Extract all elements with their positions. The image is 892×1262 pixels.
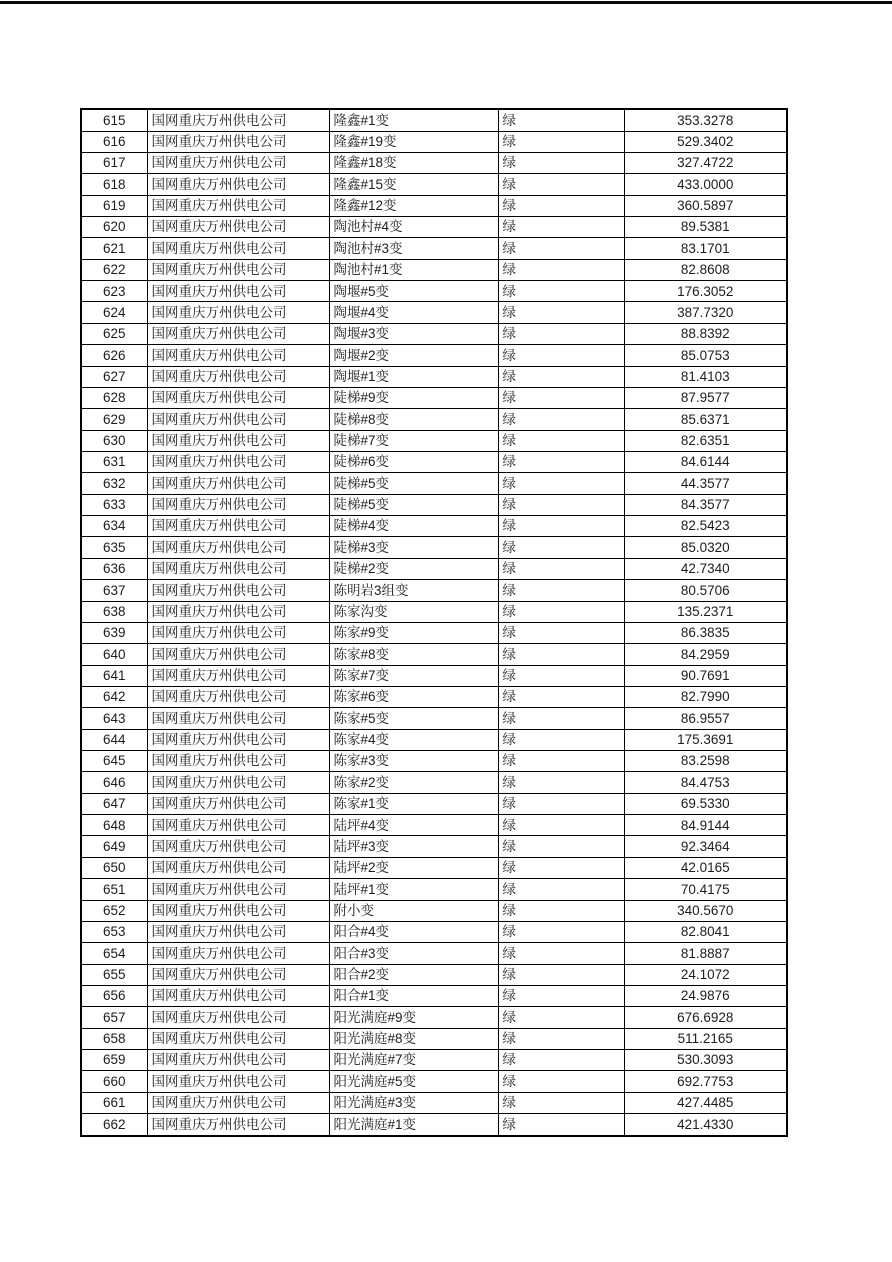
station-name-cell: 陶池村#3变	[329, 238, 498, 259]
row-number-cell: 626	[81, 345, 147, 366]
row-number-cell: 651	[81, 879, 147, 900]
status-cell: 绿	[498, 879, 624, 900]
company-cell: 国网重庆万州供电公司	[147, 345, 329, 366]
status-cell: 绿	[498, 964, 624, 985]
row-number-cell: 642	[81, 686, 147, 707]
status-cell: 绿	[498, 558, 624, 579]
table-row	[81, 430, 787, 451]
company-cell: 国网重庆万州供电公司	[147, 1028, 329, 1049]
status-cell: 绿	[498, 259, 624, 280]
status-cell: 绿	[498, 345, 624, 366]
row-number-cell: 637	[81, 580, 147, 601]
row-number-cell: 630	[81, 430, 147, 451]
row-number-cell: 644	[81, 729, 147, 750]
status-cell: 绿	[498, 751, 624, 772]
company-cell: 国网重庆万州供电公司	[147, 857, 329, 878]
station-name-cell: 陈明岩3组变	[329, 580, 498, 601]
station-name-cell: 陈家#3变	[329, 751, 498, 772]
company-cell: 国网重庆万州供电公司	[147, 409, 329, 430]
company-cell: 国网重庆万州供电公司	[147, 217, 329, 238]
row-number-cell: 635	[81, 537, 147, 558]
company-cell: 国网重庆万州供电公司	[147, 665, 329, 686]
status-cell: 绿	[498, 473, 624, 494]
table-row	[81, 1114, 787, 1136]
company-cell: 国网重庆万州供电公司	[147, 622, 329, 643]
table-row	[81, 751, 787, 772]
station-name-cell: 阳光满庭#8变	[329, 1028, 498, 1049]
row-number-cell: 655	[81, 964, 147, 985]
value-cell: 85.0320	[624, 537, 787, 558]
company-cell: 国网重庆万州供电公司	[147, 601, 329, 622]
row-number-cell: 627	[81, 366, 147, 387]
table-body	[81, 109, 787, 1136]
table-row	[81, 451, 787, 472]
company-cell: 国网重庆万州供电公司	[147, 729, 329, 750]
status-cell: 绿	[498, 323, 624, 344]
status-cell: 绿	[498, 1071, 624, 1092]
value-cell: 82.5423	[624, 516, 787, 537]
row-number-cell: 621	[81, 238, 147, 259]
row-number-cell: 619	[81, 195, 147, 216]
status-cell: 绿	[498, 217, 624, 238]
row-number-cell: 652	[81, 900, 147, 921]
status-cell: 绿	[498, 985, 624, 1006]
company-cell: 国网重庆万州供电公司	[147, 921, 329, 942]
status-cell: 绿	[498, 537, 624, 558]
table-row	[81, 964, 787, 985]
status-cell: 绿	[498, 131, 624, 152]
value-cell: 387.7320	[624, 302, 787, 323]
table-row	[81, 1007, 787, 1028]
table-row	[81, 558, 787, 579]
company-cell: 国网重庆万州供电公司	[147, 195, 329, 216]
station-name-cell: 隆鑫#12变	[329, 195, 498, 216]
row-number-cell: 628	[81, 387, 147, 408]
station-name-cell: 陶堰#4变	[329, 302, 498, 323]
status-cell: 绿	[498, 174, 624, 195]
table-row	[81, 387, 787, 408]
row-number-cell: 654	[81, 943, 147, 964]
table-row	[81, 516, 787, 537]
station-name-cell: 陶池村#4变	[329, 217, 498, 238]
company-cell: 国网重庆万州供电公司	[147, 387, 329, 408]
company-cell: 国网重庆万州供电公司	[147, 516, 329, 537]
row-number-cell: 648	[81, 815, 147, 836]
row-number-cell: 645	[81, 751, 147, 772]
table-row	[81, 494, 787, 515]
company-cell: 国网重庆万州供电公司	[147, 836, 329, 857]
row-number-cell: 615	[81, 109, 147, 131]
table-row	[81, 281, 787, 302]
company-cell: 国网重庆万州供电公司	[147, 494, 329, 515]
value-cell: 176.3052	[624, 281, 787, 302]
company-cell: 国网重庆万州供电公司	[147, 985, 329, 1006]
station-name-cell: 陈家#6变	[329, 686, 498, 707]
value-cell: 82.6351	[624, 430, 787, 451]
row-number-cell: 636	[81, 558, 147, 579]
status-cell: 绿	[498, 644, 624, 665]
company-cell: 国网重庆万州供电公司	[147, 964, 329, 985]
station-name-cell: 隆鑫#18变	[329, 152, 498, 173]
row-number-cell: 660	[81, 1071, 147, 1092]
value-cell: 676.6928	[624, 1007, 787, 1028]
status-cell: 绿	[498, 943, 624, 964]
table-row	[81, 302, 787, 323]
station-name-cell: 陡梯#6变	[329, 451, 498, 472]
company-cell: 国网重庆万州供电公司	[147, 708, 329, 729]
table-row	[81, 601, 787, 622]
table-row	[81, 622, 787, 643]
table-row	[81, 174, 787, 195]
row-number-cell: 649	[81, 836, 147, 857]
value-cell: 135.2371	[624, 601, 787, 622]
status-cell: 绿	[498, 729, 624, 750]
station-name-cell: 陶堰#5变	[329, 281, 498, 302]
station-name-cell: 阳合#1变	[329, 985, 498, 1006]
table-row	[81, 580, 787, 601]
status-cell: 绿	[498, 494, 624, 515]
value-cell: 70.4175	[624, 879, 787, 900]
station-name-cell: 阳合#3变	[329, 943, 498, 964]
table-row	[81, 259, 787, 280]
row-number-cell: 650	[81, 857, 147, 878]
row-number-cell: 623	[81, 281, 147, 302]
row-number-cell: 633	[81, 494, 147, 515]
table-row	[81, 323, 787, 344]
company-cell: 国网重庆万州供电公司	[147, 451, 329, 472]
value-cell: 692.7753	[624, 1071, 787, 1092]
status-cell: 绿	[498, 708, 624, 729]
row-number-cell: 641	[81, 665, 147, 686]
row-number-cell: 620	[81, 217, 147, 238]
station-name-cell: 陈家#7变	[329, 665, 498, 686]
status-cell: 绿	[498, 857, 624, 878]
station-name-cell: 陆坪#1变	[329, 879, 498, 900]
status-cell: 绿	[498, 815, 624, 836]
status-cell: 绿	[498, 921, 624, 942]
value-cell: 42.0165	[624, 857, 787, 878]
company-cell: 国网重庆万州供电公司	[147, 152, 329, 173]
company-cell: 国网重庆万州供电公司	[147, 1092, 329, 1113]
value-cell: 529.3402	[624, 131, 787, 152]
station-name-cell: 陈家#8变	[329, 644, 498, 665]
status-cell: 绿	[498, 409, 624, 430]
station-name-cell: 陶堰#2变	[329, 345, 498, 366]
status-cell: 绿	[498, 366, 624, 387]
value-cell: 84.3577	[624, 494, 787, 515]
value-cell: 44.3577	[624, 473, 787, 494]
company-cell: 国网重庆万州供电公司	[147, 686, 329, 707]
table-row	[81, 195, 787, 216]
row-number-cell: 643	[81, 708, 147, 729]
status-cell: 绿	[498, 665, 624, 686]
row-number-cell: 657	[81, 1007, 147, 1028]
station-name-cell: 阳光满庭#3变	[329, 1092, 498, 1113]
table-row	[81, 109, 787, 131]
company-cell: 国网重庆万州供电公司	[147, 772, 329, 793]
row-number-cell: 618	[81, 174, 147, 195]
value-cell: 24.9876	[624, 985, 787, 1006]
station-name-cell: 附小变	[329, 900, 498, 921]
station-name-cell: 陆坪#2变	[329, 857, 498, 878]
value-cell: 433.0000	[624, 174, 787, 195]
row-number-cell: 617	[81, 152, 147, 173]
value-cell: 82.8041	[624, 921, 787, 942]
value-cell: 88.8392	[624, 323, 787, 344]
company-cell: 国网重庆万州供电公司	[147, 751, 329, 772]
company-cell: 国网重庆万州供电公司	[147, 259, 329, 280]
station-name-cell: 陈家#1变	[329, 793, 498, 814]
station-name-cell: 陡梯#4变	[329, 516, 498, 537]
company-cell: 国网重庆万州供电公司	[147, 900, 329, 921]
page-top-rule	[0, 1, 892, 4]
table-row	[81, 131, 787, 152]
table-row	[81, 238, 787, 259]
company-cell: 国网重庆万州供电公司	[147, 302, 329, 323]
status-cell: 绿	[498, 430, 624, 451]
station-name-cell: 隆鑫#15变	[329, 174, 498, 195]
row-number-cell: 658	[81, 1028, 147, 1049]
company-cell: 国网重庆万州供电公司	[147, 131, 329, 152]
value-cell: 353.3278	[624, 109, 787, 131]
station-name-cell: 陈家#5变	[329, 708, 498, 729]
status-cell: 绿	[498, 601, 624, 622]
station-name-cell: 陡梯#2变	[329, 558, 498, 579]
table-row	[81, 217, 787, 238]
table-row	[81, 793, 787, 814]
value-cell: 511.2165	[624, 1028, 787, 1049]
table-row	[81, 686, 787, 707]
value-cell: 81.4103	[624, 366, 787, 387]
station-name-cell: 陶堰#1变	[329, 366, 498, 387]
table-row	[81, 345, 787, 366]
value-cell: 427.4485	[624, 1092, 787, 1113]
value-cell: 83.1701	[624, 238, 787, 259]
station-name-cell: 陡梯#9变	[329, 387, 498, 408]
row-number-cell: 632	[81, 473, 147, 494]
station-name-cell: 陶池村#1变	[329, 259, 498, 280]
status-cell: 绿	[498, 387, 624, 408]
status-cell: 绿	[498, 686, 624, 707]
company-cell: 国网重庆万州供电公司	[147, 473, 329, 494]
table-row	[81, 366, 787, 387]
row-number-cell: 656	[81, 985, 147, 1006]
status-cell: 绿	[498, 1050, 624, 1071]
status-cell: 绿	[498, 281, 624, 302]
row-number-cell: 629	[81, 409, 147, 430]
value-cell: 82.7990	[624, 686, 787, 707]
company-cell: 国网重庆万州供电公司	[147, 366, 329, 387]
table-row	[81, 879, 787, 900]
table-row	[81, 1071, 787, 1092]
substation-data-table	[80, 108, 788, 1137]
station-name-cell: 阳光满庭#5变	[329, 1071, 498, 1092]
table-row	[81, 665, 787, 686]
value-cell: 84.9144	[624, 815, 787, 836]
status-cell: 绿	[498, 900, 624, 921]
table-row	[81, 729, 787, 750]
value-cell: 360.5897	[624, 195, 787, 216]
table-row	[81, 772, 787, 793]
value-cell: 84.2959	[624, 644, 787, 665]
company-cell: 国网重庆万州供电公司	[147, 815, 329, 836]
station-name-cell: 陡梯#8变	[329, 409, 498, 430]
status-cell: 绿	[498, 516, 624, 537]
value-cell: 80.5706	[624, 580, 787, 601]
table-row	[81, 921, 787, 942]
table-row	[81, 409, 787, 430]
company-cell: 国网重庆万州供电公司	[147, 238, 329, 259]
status-cell: 绿	[498, 152, 624, 173]
row-number-cell: 646	[81, 772, 147, 793]
table-row	[81, 644, 787, 665]
station-name-cell: 陈家沟变	[329, 601, 498, 622]
row-number-cell: 634	[81, 516, 147, 537]
station-name-cell: 陈家#9变	[329, 622, 498, 643]
station-name-cell: 陆坪#3变	[329, 836, 498, 857]
table-row	[81, 836, 787, 857]
status-cell: 绿	[498, 1092, 624, 1113]
station-name-cell: 阳合#4变	[329, 921, 498, 942]
table-row	[81, 1028, 787, 1049]
value-cell: 89.5381	[624, 217, 787, 238]
value-cell: 69.5330	[624, 793, 787, 814]
row-number-cell: 662	[81, 1114, 147, 1136]
row-number-cell: 624	[81, 302, 147, 323]
station-name-cell: 阳光满庭#9变	[329, 1007, 498, 1028]
station-name-cell: 陈家#2变	[329, 772, 498, 793]
value-cell: 84.6144	[624, 451, 787, 472]
value-cell: 86.9557	[624, 708, 787, 729]
station-name-cell: 阳光满庭#7变	[329, 1050, 498, 1071]
company-cell: 国网重庆万州供电公司	[147, 323, 329, 344]
station-name-cell: 隆鑫#19变	[329, 131, 498, 152]
value-cell: 530.3093	[624, 1050, 787, 1071]
value-cell: 87.9577	[624, 387, 787, 408]
table-row	[81, 152, 787, 173]
status-cell: 绿	[498, 1114, 624, 1136]
status-cell: 绿	[498, 195, 624, 216]
station-name-cell: 陡梯#5变	[329, 473, 498, 494]
row-number-cell: 659	[81, 1050, 147, 1071]
status-cell: 绿	[498, 793, 624, 814]
row-number-cell: 640	[81, 644, 147, 665]
value-cell: 86.3835	[624, 622, 787, 643]
table-row	[81, 900, 787, 921]
value-cell: 84.4753	[624, 772, 787, 793]
row-number-cell: 653	[81, 921, 147, 942]
row-number-cell: 616	[81, 131, 147, 152]
status-cell: 绿	[498, 622, 624, 643]
row-number-cell: 638	[81, 601, 147, 622]
station-name-cell: 隆鑫#1变	[329, 109, 498, 131]
table-row	[81, 473, 787, 494]
company-cell: 国网重庆万州供电公司	[147, 537, 329, 558]
status-cell: 绿	[498, 1007, 624, 1028]
company-cell: 国网重庆万州供电公司	[147, 430, 329, 451]
table-row	[81, 943, 787, 964]
table-row	[81, 1092, 787, 1113]
row-number-cell: 625	[81, 323, 147, 344]
company-cell: 国网重庆万州供电公司	[147, 174, 329, 195]
station-name-cell: 陆坪#4变	[329, 815, 498, 836]
value-cell: 81.8887	[624, 943, 787, 964]
status-cell: 绿	[498, 580, 624, 601]
station-name-cell: 陈家#4变	[329, 729, 498, 750]
station-name-cell: 陡梯#5变	[329, 494, 498, 515]
value-cell: 92.3464	[624, 836, 787, 857]
company-cell: 国网重庆万州供电公司	[147, 793, 329, 814]
row-number-cell: 639	[81, 622, 147, 643]
company-cell: 国网重庆万州供电公司	[147, 558, 329, 579]
value-cell: 82.8608	[624, 259, 787, 280]
company-cell: 国网重庆万州供电公司	[147, 281, 329, 302]
station-name-cell: 阳光满庭#1变	[329, 1114, 498, 1136]
company-cell: 国网重庆万州供电公司	[147, 943, 329, 964]
status-cell: 绿	[498, 451, 624, 472]
company-cell: 国网重庆万州供电公司	[147, 109, 329, 131]
table-row	[81, 708, 787, 729]
value-cell: 90.7691	[624, 665, 787, 686]
company-cell: 国网重庆万州供电公司	[147, 1114, 329, 1136]
value-cell: 327.4722	[624, 152, 787, 173]
value-cell: 42.7340	[624, 558, 787, 579]
value-cell: 85.0753	[624, 345, 787, 366]
station-name-cell: 陡梯#7变	[329, 430, 498, 451]
table-row	[81, 1050, 787, 1071]
table-row	[81, 985, 787, 1006]
status-cell: 绿	[498, 238, 624, 259]
value-cell: 340.5670	[624, 900, 787, 921]
company-cell: 国网重庆万州供电公司	[147, 1007, 329, 1028]
value-cell: 85.6371	[624, 409, 787, 430]
status-cell: 绿	[498, 1028, 624, 1049]
table-row	[81, 857, 787, 878]
row-number-cell: 647	[81, 793, 147, 814]
value-cell: 175.3691	[624, 729, 787, 750]
value-cell: 24.1072	[624, 964, 787, 985]
table-row	[81, 815, 787, 836]
company-cell: 国网重庆万州供电公司	[147, 644, 329, 665]
company-cell: 国网重庆万州供电公司	[147, 879, 329, 900]
row-number-cell: 661	[81, 1092, 147, 1113]
row-number-cell: 631	[81, 451, 147, 472]
value-cell: 83.2598	[624, 751, 787, 772]
status-cell: 绿	[498, 836, 624, 857]
company-cell: 国网重庆万州供电公司	[147, 1050, 329, 1071]
company-cell: 国网重庆万州供电公司	[147, 580, 329, 601]
company-cell: 国网重庆万州供电公司	[147, 1071, 329, 1092]
station-name-cell: 陶堰#3变	[329, 323, 498, 344]
station-name-cell: 阳合#2变	[329, 964, 498, 985]
value-cell: 421.4330	[624, 1114, 787, 1136]
station-name-cell: 陡梯#3变	[329, 537, 498, 558]
table-row	[81, 537, 787, 558]
status-cell: 绿	[498, 772, 624, 793]
status-cell: 绿	[498, 302, 624, 323]
status-cell: 绿	[498, 109, 624, 131]
row-number-cell: 622	[81, 259, 147, 280]
